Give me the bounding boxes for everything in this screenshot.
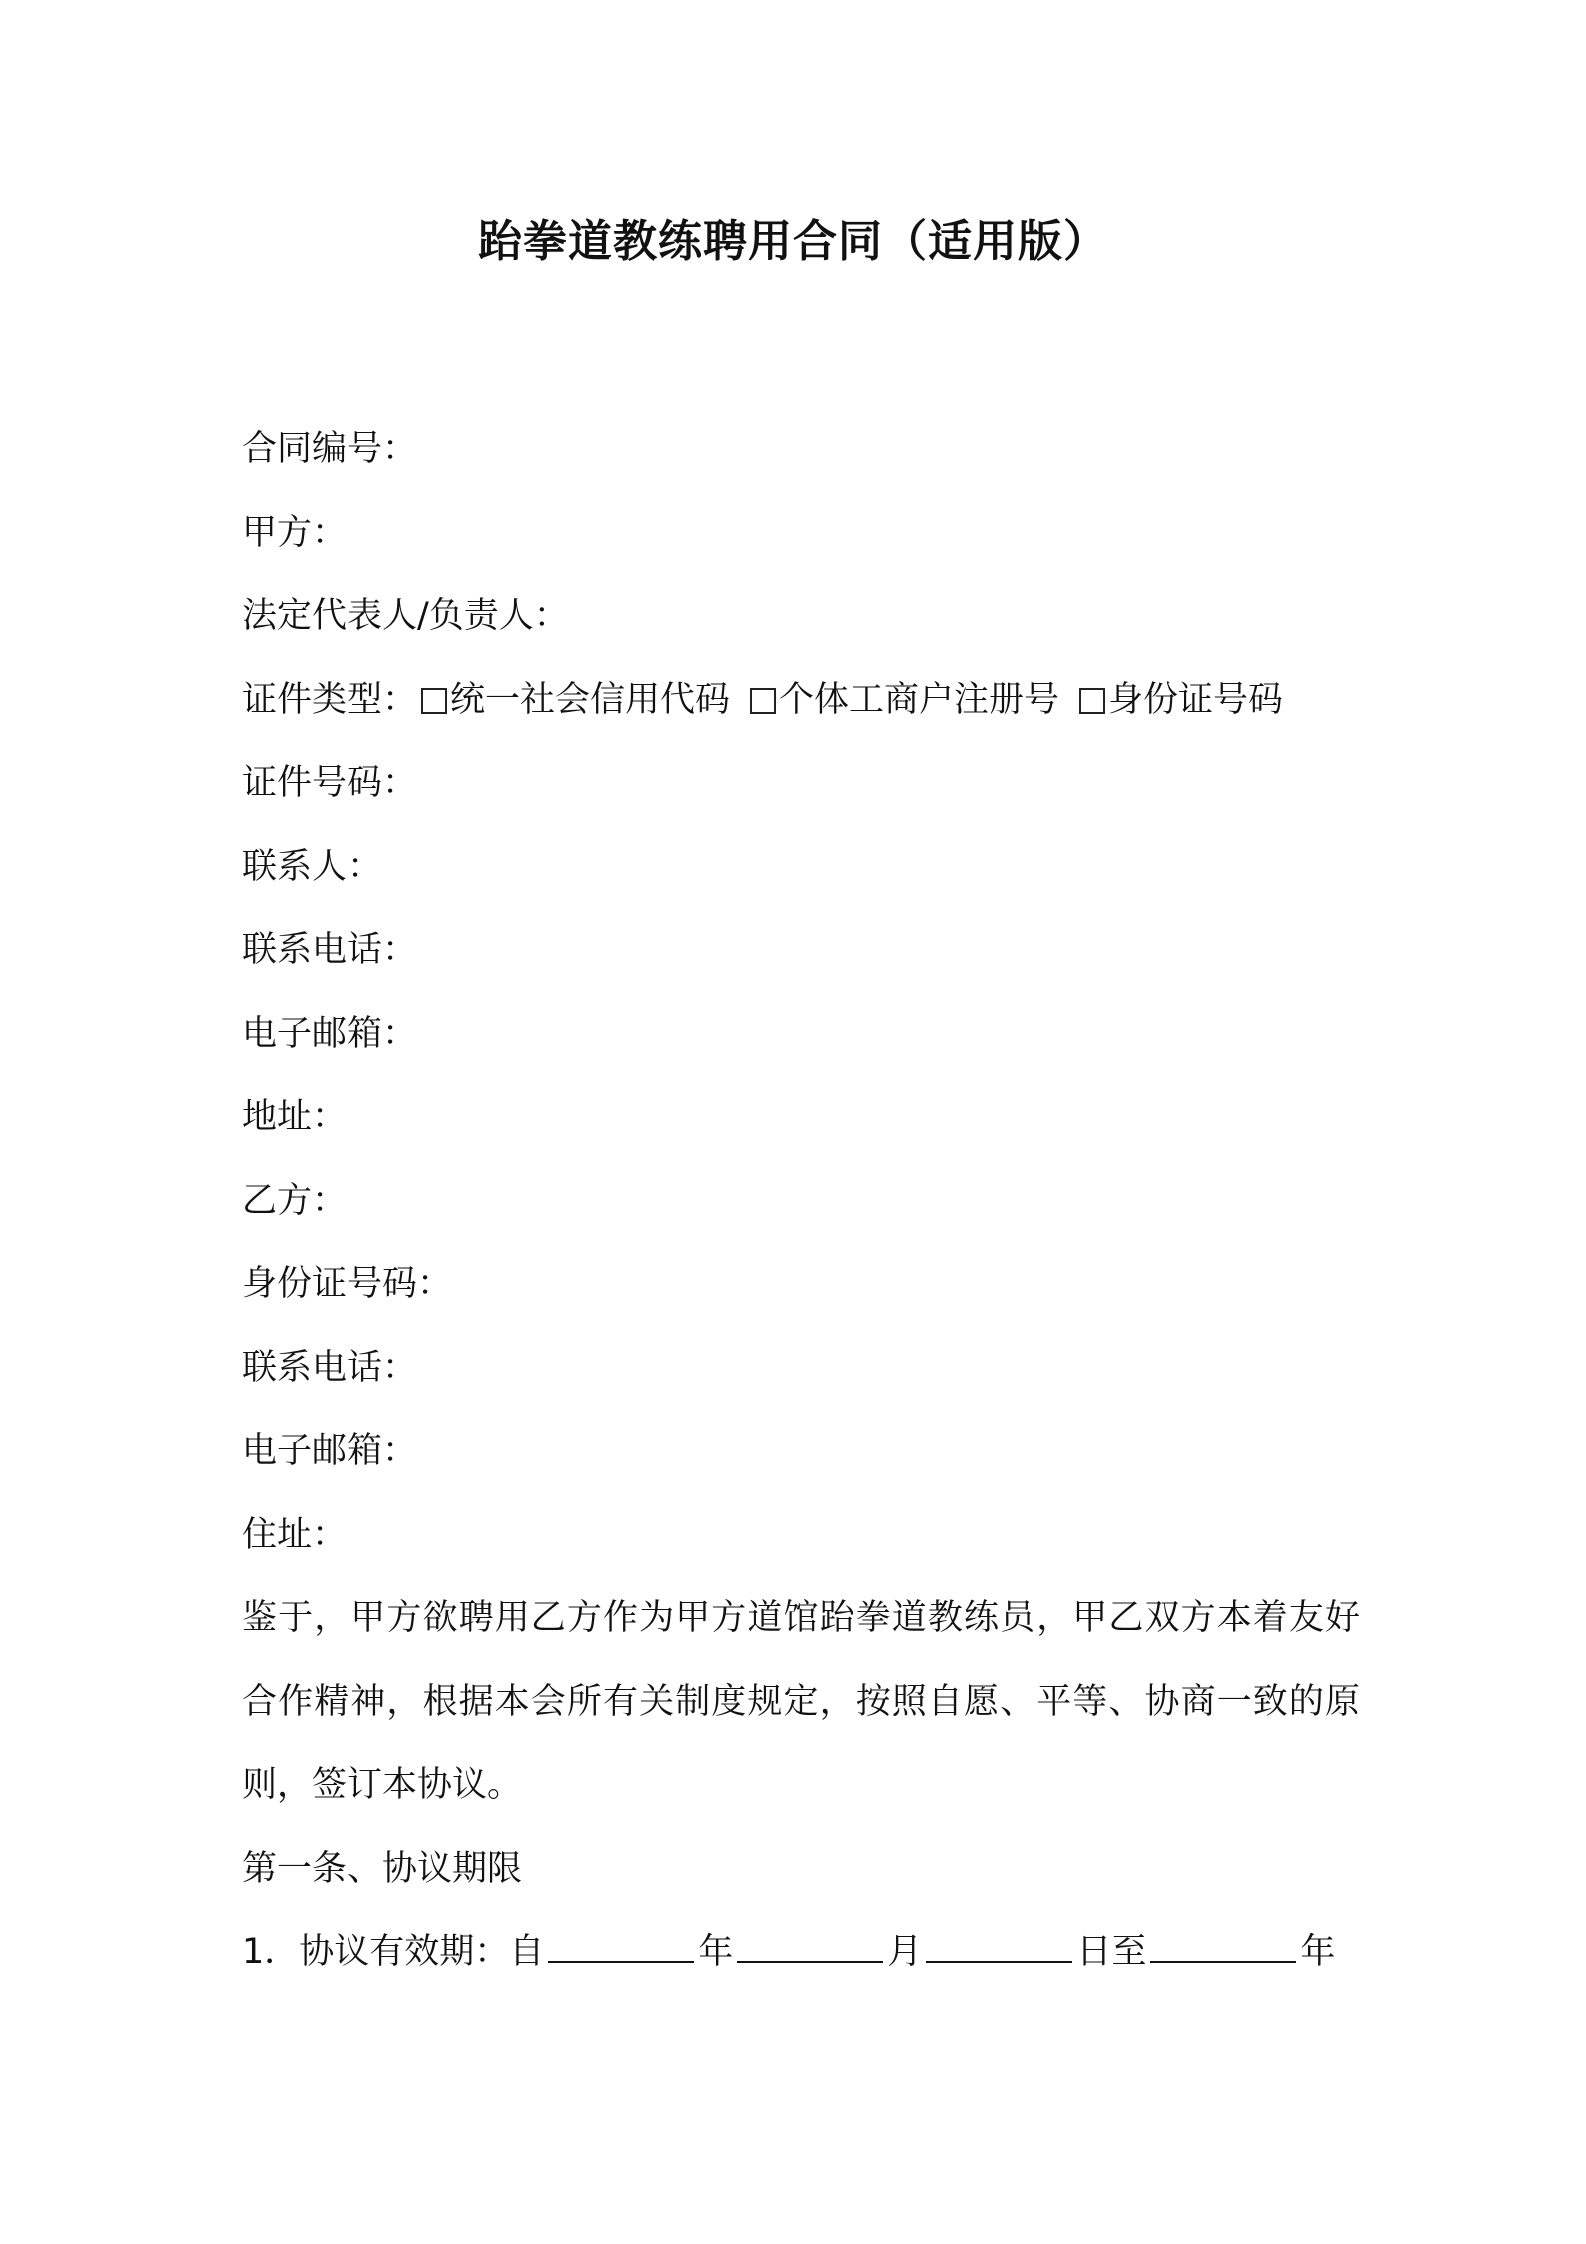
start-day-blank[interactable] — [926, 1931, 1072, 1963]
party-a-email-field: 电子邮箱： — [242, 1013, 418, 1054]
document-title: 跆拳道教练聘用合同（适用版） — [478, 216, 1108, 267]
option-business-registration: 个体工商户注册号 — [779, 679, 1060, 720]
party-b-phone-field: 联系电话： — [242, 1347, 418, 1388]
checkbox-business-registration[interactable] — [750, 688, 776, 714]
start-year-blank[interactable] — [548, 1931, 694, 1963]
month-label: 月 — [887, 1932, 923, 1972]
option-credit-code: 统一社会信用代码 — [450, 679, 731, 720]
party-a-phone-field: 联系电话： — [242, 930, 418, 970]
end-year-blank[interactable] — [1150, 1931, 1296, 1963]
option-id-card: 身份证号码 — [1108, 679, 1284, 720]
document-body — [242, 408, 1360, 1995]
party-b-address-field: 住址： — [242, 1514, 348, 1555]
party-b-id-field: 身份证号码： — [242, 1264, 453, 1304]
checkbox-credit-code[interactable] — [421, 688, 447, 714]
year-label: 年 — [698, 1932, 734, 1972]
day-to-label: 日至 — [1076, 1932, 1147, 1972]
certificate-type-field — [242, 659, 1360, 743]
certificate-type-label: 证件类型： — [242, 679, 418, 720]
party-b-email-field: 电子邮箱： — [242, 1431, 418, 1471]
legal-representative-field: 法定代表人/负责人： — [242, 596, 569, 636]
party-a-address-field: 地址： — [242, 1097, 348, 1137]
contract-number-field: 合同编号： — [242, 429, 418, 469]
agreement-term-line — [242, 1911, 1360, 1995]
start-month-blank[interactable] — [737, 1931, 883, 1963]
term-prefix: 1．协议有效期：自 — [242, 1932, 545, 1972]
contact-person-field: 联系人： — [242, 846, 383, 887]
preamble-paragraph: 鉴于，甲方欲聘用乙方作为甲方道馆跆拳道教练员，甲乙双方本着友好合作精神，根据本会所有关制度规定，按照自愿、平等、协商一致的原则，签订本协议。 — [242, 1598, 1360, 1805]
checkbox-id-card[interactable] — [1079, 688, 1105, 714]
end-year-label: 年 — [1300, 1932, 1336, 1972]
certificate-number-field: 证件号码： — [242, 763, 418, 803]
party-b-field: 乙方： — [242, 1180, 348, 1221]
article-1-heading: 第一条、协议期限 — [242, 1848, 523, 1889]
party-a-field: 甲方： — [242, 512, 348, 553]
